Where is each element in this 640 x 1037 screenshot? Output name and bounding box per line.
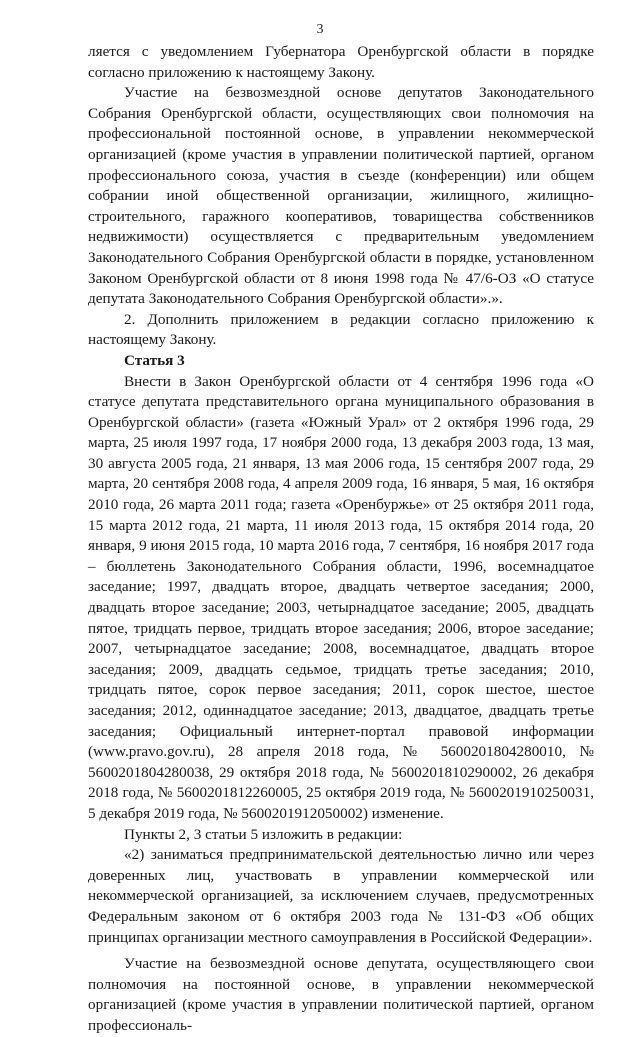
paragraph-deputy-participation: Участие на безвозмездной основе депутата, осуществляющего свои полномочия на постоянной основе, в управлении некоммерческой организацией (кроме участия в управлении политической партией, органом профессиональ- bbox=[88, 955, 594, 1034]
document-body bbox=[88, 42, 594, 1037]
paragraph-amendment-intro: Внести в Закон Оренбургской области от 4 сентября 1996 года «О статусе депутата представительного органа муниципального образования в Оренбургской области» (газета «Южный Урал» от 2 октября 1996 года, 29 марта, 25 июля 1997 года, 17 ноября 2000 года, 13 декабря 2003 года, 13 мая, 30 августа 2005 года, 21 января, 13 мая 2006 года, 15 сентября 2007 года, 29 марта, 20 сентября 2008 года, 4 апреля 2009 года, 16 января, 5 мая, 16 октября 2010 года, 26 марта 2011 года; газета «Оренбуржье» от 25 октября 2011 года, 15 марта 2012 года, 21 марта, 11 июля 2013 года, 15 октября 2014 года, 20 января, 9 июня 2015 года, 10 марта 2016 года, 7 сентября, 16 ноября 2017 года – бюллетень Законодательного Собрания области, 1996, восемнадцатое заседание; 1997, двадцать второе, двадцать четвертое заседания; 2000, двадцать второе заседание; 2003, четырнадцатое заседание; 2005, двадцать пятое, тридцать первое, тридцать второе заседания; 2006, второе заседание; 2007, четырнадцатое заседание; 2008, восемнадцатое, двадцать второе заседания; 2009, двадцать седьмое, тридцать третье заседания; 2010, тридцать пятое, сорок первое заседания; 2011, сорок шестое, шестое заседания; 2012, одиннадцатое заседание; 2013, двадцатое, двадцать третье заседания; Официальный интернет-портал правовой информации (www.pravo.gov.ru), 28 апреля 2018 года, № 5600201804280010, № 5600201804280038, 29 октября 2018 года, № 5600201810290002, 26 декабря 2018 года, № 5600201812260005, 25 октября 2019 года, № 5600201910250031, 5 декабря 2019 года, № 5600201912050002) изменение. bbox=[88, 372, 594, 822]
paragraph-deputies-participation: Участие на безвозмездной основе депутатов Законодательного Собрания Оренбургской области, осуществляющих свои полномочия на профессиональной постоянной основе, в управлении некоммерческой организацией (кроме участия в управлении политической партией, органом профессионального союза, участия в съезде (конференции) или общем собрании иной общественной организации, жилищного, жилищно-строительного, гаражного кооперативов, товарищества собственников недвижимости) осуществляется с предварительным уведомлением Законодательного Собрания Оренбургской области в порядке, установленном Законом Оренбургской области от 8 июня 1998 года № 47/6-ОЗ «О статусе депутата Законодательного Собрания Оренбургской области».». bbox=[88, 84, 594, 308]
article-heading: Статья 3 bbox=[124, 351, 185, 369]
page-number: 3 bbox=[316, 22, 324, 37]
paragraph-continuation: ляется с уведомлением Губернатора Оренбургской области в порядке согласно приложению к настоящему Закону. bbox=[88, 43, 594, 81]
paragraph-quoted-item-2: «2) заниматься предпринимательской деятельностью лично или через доверенных лиц, участвовать в управлении коммерческой или некоммерческой организацией, за исключением случаев, предусмотренных Федеральным законом от 6 октября 2003 года № 131-ФЗ «Об общих принципах организации местного самоуправления в Российской Федерации». bbox=[88, 846, 594, 946]
paragraph-points-intro: Пункты 2, 3 статьи 5 изложить в редакции: bbox=[124, 825, 403, 843]
paragraph-item-2: 2. Дополнить приложением в редакции согласно приложению к настоящему Закону. bbox=[88, 310, 594, 349]
